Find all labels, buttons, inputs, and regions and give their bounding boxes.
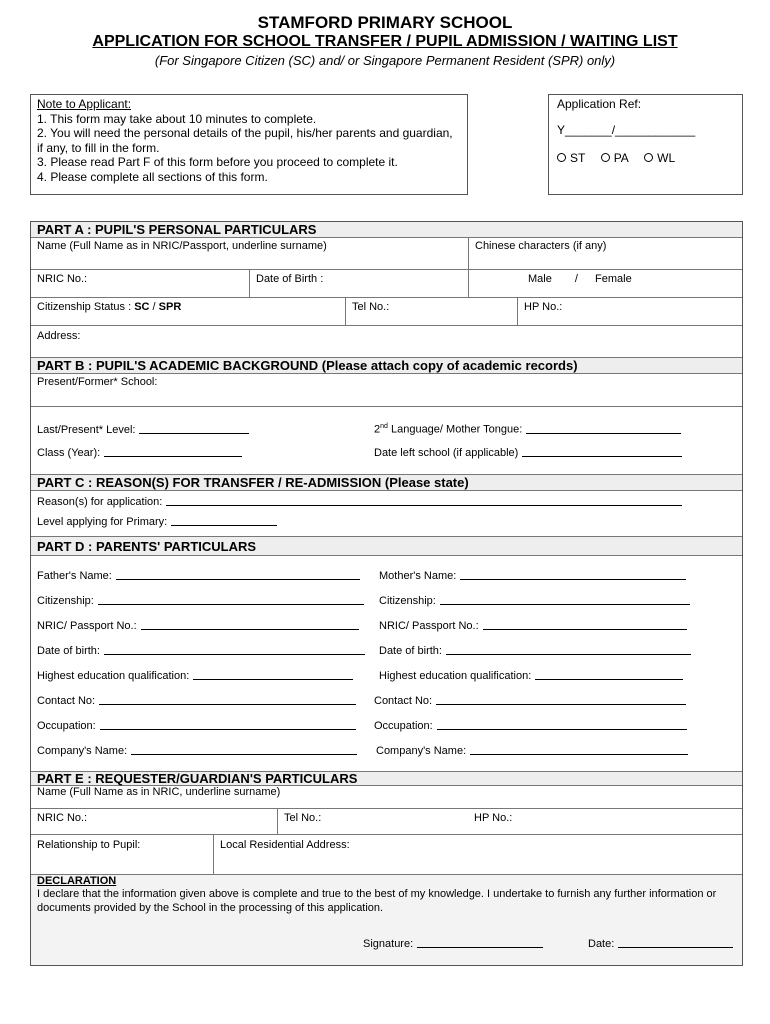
pupil-dob-field[interactable]: Date of Birth : xyxy=(249,270,468,297)
father-nric-line xyxy=(141,620,359,630)
date-left-field[interactable] xyxy=(374,447,682,459)
part-c-body xyxy=(31,491,742,537)
father-dob-label: Date of birth: xyxy=(37,645,100,657)
date-field[interactable] xyxy=(588,938,733,950)
note-to-applicant xyxy=(30,94,468,195)
reasons-label: Reason(s) for application: xyxy=(37,496,163,508)
date-label: Date: xyxy=(588,938,615,950)
radio-circle-icon xyxy=(644,153,653,162)
application-form xyxy=(30,221,743,966)
guardian-nric-field[interactable]: NRIC No.: xyxy=(37,812,88,824)
male-option[interactable]: Male xyxy=(528,273,552,285)
gender-field[interactable] xyxy=(468,270,742,297)
mother-company-line xyxy=(470,745,688,755)
father-citizenship-line xyxy=(98,595,364,605)
mother-citizenship-label: Citizenship: xyxy=(379,595,436,607)
part-a-name-row xyxy=(31,238,742,270)
part-a-nric-row xyxy=(31,270,742,298)
mother-contact-label: Contact No: xyxy=(374,695,433,707)
level-applying-label: Level applying for Primary: xyxy=(37,516,168,528)
part-d-header: PART D : PARENTS' PARTICULARS xyxy=(31,537,742,556)
guardian-address-field[interactable]: Local Residential Address: xyxy=(213,835,742,874)
class-year-line xyxy=(104,447,242,457)
part-e-header: PART E : REQUESTER/GUARDIAN'S PARTICULARS xyxy=(31,772,742,786)
mother-dob-field[interactable] xyxy=(379,645,691,657)
citizenship-separator: / xyxy=(149,301,159,313)
mother-dob-label: Date of birth: xyxy=(379,645,442,657)
mother-nric-field[interactable] xyxy=(379,620,687,632)
mother-contact-line xyxy=(436,695,686,705)
part-e-name-row xyxy=(31,786,742,809)
mother-education-field[interactable] xyxy=(379,670,683,682)
mother-education-label: Highest education qualification: xyxy=(379,670,532,682)
lang-label-sup: nd xyxy=(380,423,388,430)
class-year-field[interactable] xyxy=(37,447,242,459)
part-e-address-row xyxy=(31,835,742,875)
note-item: 1. This form may take about 10 minutes to complete. xyxy=(37,111,317,126)
pupil-hp-field[interactable]: HP No.: xyxy=(517,298,742,325)
radio-label: WL xyxy=(657,151,676,165)
citizenship-label: Citizenship Status : xyxy=(37,301,135,313)
lang-label-post: Language/ Mother Tongue: xyxy=(387,423,523,436)
former-school-field[interactable]: Present/Former* School: xyxy=(37,376,158,388)
father-nric-label: NRIC/ Passport No.: xyxy=(37,620,137,632)
last-level-field[interactable] xyxy=(37,424,249,436)
sc-option[interactable]: SC xyxy=(134,301,150,313)
eligibility-note: (For Singapore Citizen (SC) and/ or Singapore Permanent Resident (SPR) only) xyxy=(154,53,616,68)
father-education-label: Highest education qualification: xyxy=(37,670,190,682)
father-contact-line xyxy=(99,695,356,705)
father-company-field[interactable] xyxy=(37,745,357,757)
mother-education-line xyxy=(535,670,683,680)
guardian-hp-label: HP No.: xyxy=(474,812,513,824)
part-a-address-row xyxy=(31,326,742,358)
radio-label: PA xyxy=(613,151,629,165)
part-a-header: PART A : PUPIL'S PERSONAL PARTICULARS xyxy=(31,222,742,238)
part-a-citizenship-row xyxy=(31,298,742,326)
form-title: APPLICATION FOR SCHOOL TRANSFER / PUPIL ADMISSION / WAITING LIST xyxy=(92,33,678,50)
mother-company-label: Company's Name: xyxy=(376,745,467,757)
date-left-line xyxy=(522,447,682,457)
mother-occupation-field[interactable] xyxy=(374,720,687,732)
level-applying-field[interactable] xyxy=(37,516,277,528)
pupil-address-field[interactable]: Address: xyxy=(37,330,81,342)
chinese-name-field[interactable]: Chinese characters (if any) xyxy=(468,238,742,269)
father-name-line xyxy=(116,570,360,580)
part-b-level-row xyxy=(31,407,742,475)
father-contact-field[interactable] xyxy=(37,695,356,707)
class-year-label: Class (Year): xyxy=(37,447,101,459)
mother-occupation-line xyxy=(437,720,687,730)
mother-name-line xyxy=(460,570,686,580)
mother-tongue-line xyxy=(526,424,681,434)
female-option[interactable]: Female xyxy=(595,273,632,285)
declaration-text: I declare that the information given above is complete and true to the best of my knowledge. I undertake to furnish any further information or documents provided by the School in the processing of this application. xyxy=(37,888,717,914)
mother-dob-line xyxy=(446,645,691,655)
father-education-field[interactable] xyxy=(37,670,353,682)
application-ref-label: Application Ref: xyxy=(557,97,642,111)
radio-label: ST xyxy=(570,151,586,165)
part-d-body xyxy=(31,556,742,772)
gender-separator: / xyxy=(574,273,578,285)
father-company-label: Company's Name: xyxy=(37,745,128,757)
guardian-tel-label: Tel No.: xyxy=(284,812,322,824)
mother-name-label: Mother's Name: xyxy=(379,570,457,582)
radio-st[interactable] xyxy=(557,151,585,165)
part-b-header: PART B : PUPIL'S ACADEMIC BACKGROUND (Please attach copy of academic records) xyxy=(31,358,742,374)
date-left-label: Date left school (if applicable) xyxy=(374,447,519,459)
reasons-line xyxy=(166,496,682,506)
mother-tongue-field[interactable] xyxy=(374,423,681,436)
radio-pa[interactable] xyxy=(601,151,629,165)
pupil-nric-field[interactable]: NRIC No.: xyxy=(37,273,88,285)
note-title: Note to Applicant: xyxy=(37,97,132,111)
declaration-section xyxy=(31,875,742,965)
guardian-phone-field[interactable] xyxy=(277,809,742,834)
lang-label-pre: 2 xyxy=(374,423,381,436)
pupil-tel-field[interactable]: Tel No.: xyxy=(345,298,517,325)
mother-citizenship-field[interactable] xyxy=(379,595,690,607)
application-ref-box xyxy=(548,94,743,195)
citizenship-status-field[interactable] xyxy=(31,298,345,325)
note-item: 4. Please complete all sections of this form. xyxy=(37,169,268,184)
reasons-field[interactable] xyxy=(37,496,682,508)
father-name-field[interactable] xyxy=(37,570,360,582)
radio-wl[interactable] xyxy=(644,151,675,165)
father-citizenship-label: Citizenship: xyxy=(37,595,94,607)
father-occupation-field[interactable] xyxy=(37,720,356,732)
father-citizenship-field[interactable] xyxy=(37,595,364,607)
relationship-field[interactable]: Relationship to Pupil: xyxy=(37,839,141,851)
father-occupation-label: Occupation: xyxy=(37,720,96,732)
last-level-line xyxy=(139,424,249,434)
pupil-name-field[interactable]: Name (Full Name as in NRIC/Passport, underline surname) xyxy=(37,240,327,252)
part-e-nric-row xyxy=(31,809,742,835)
part-b-school-row xyxy=(31,374,742,407)
note-item: 2. You will need the personal details of the pupil, his/her parents and guardian, if any, to fill in the form. xyxy=(37,126,453,155)
signature-field[interactable] xyxy=(363,938,543,950)
signature-line xyxy=(417,938,543,948)
father-company-line xyxy=(131,745,357,755)
mother-nric-line xyxy=(483,620,687,630)
father-contact-label: Contact No: xyxy=(37,695,96,707)
father-dob-line xyxy=(104,645,365,655)
level-applying-line xyxy=(171,516,277,526)
spr-option[interactable]: SPR xyxy=(158,301,182,313)
father-name-label: Father's Name: xyxy=(37,570,112,582)
signature-label: Signature: xyxy=(363,938,414,950)
father-education-line xyxy=(193,670,353,680)
mother-contact-field[interactable] xyxy=(374,695,686,707)
mother-nric-label: NRIC/ Passport No.: xyxy=(379,620,479,632)
application-ref-year[interactable]: Y_______/____________ xyxy=(557,123,696,137)
date-line xyxy=(618,938,733,948)
declaration-title: DECLARATION xyxy=(37,875,117,887)
father-nric-field[interactable] xyxy=(37,620,359,632)
note-item: 3. Please read Part F of this form before you proceed to complete it. xyxy=(37,155,398,169)
father-occupation-line xyxy=(100,720,356,730)
radio-circle-icon xyxy=(601,153,610,162)
part-c-header: PART C : REASON(S) FOR TRANSFER / RE-ADMISSION (Please state) xyxy=(31,475,742,491)
father-dob-field[interactable] xyxy=(37,645,365,657)
mother-company-field[interactable] xyxy=(376,745,688,757)
last-level-label: Last/Present* Level: xyxy=(37,424,136,436)
radio-circle-icon xyxy=(557,153,566,162)
school-name: STAMFORD PRIMARY SCHOOL xyxy=(257,13,513,32)
mother-citizenship-line xyxy=(440,595,690,605)
guardian-name-field[interactable]: Name (Full Name as in NRIC, underline surname) xyxy=(37,786,281,798)
mother-occupation-label: Occupation: xyxy=(374,720,433,732)
mother-name-field[interactable] xyxy=(379,570,686,582)
